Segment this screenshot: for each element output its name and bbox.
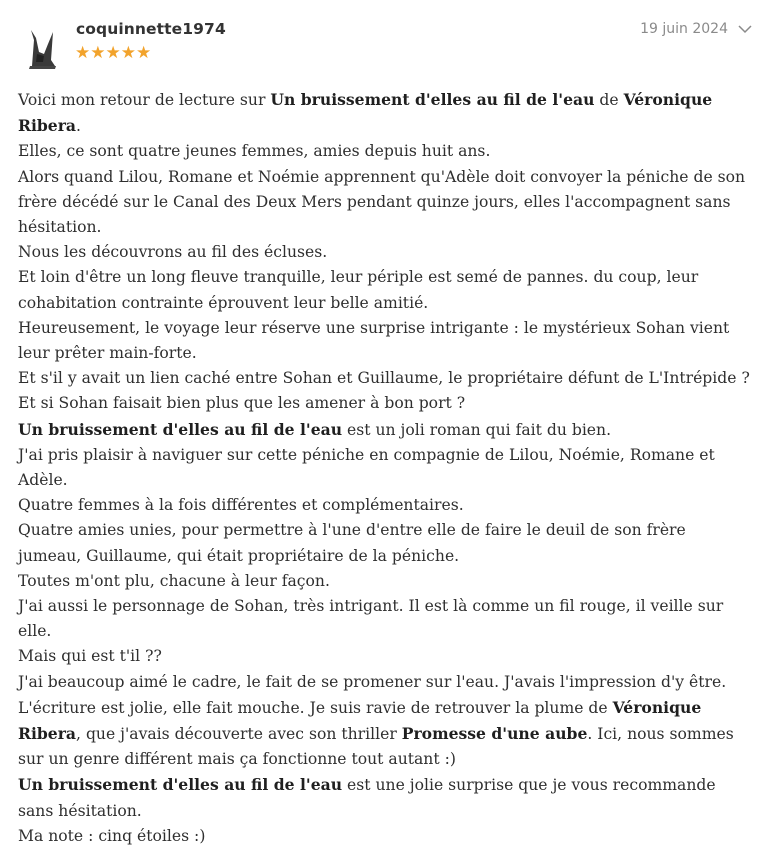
review-line: Mais qui est t'il ??: [18, 647, 162, 666]
review-date: 19 juin 2024: [640, 21, 728, 37]
review-line: Nous les découvrons au fil des écluses.: [18, 243, 328, 262]
book-title: Un bruissement d'elles au fil de l'eau: [18, 775, 343, 795]
book-title: Un bruissement d'elles au fil de l'eau: [270, 90, 595, 109]
author-name: Véronique Ribera: [18, 697, 702, 744]
username[interactable]: coquinnette1974: [76, 20, 226, 38]
book-title: Un bruissement d'elles au fil de l'eau: [18, 419, 343, 439]
review-line: Heureusement, le voyage leur réserve une surprise intrigante : le mystérieux Sohan vient leur prêter main-forte.: [18, 318, 730, 363]
review-line: Quatre amies unies, pour permettre à l'une d'entre elle de faire le deuil de son frère jumeau, Guillaume, qui était propriétaire de la péniche.: [18, 521, 686, 565]
rating-stars: ★★★★★: [75, 43, 152, 63]
review-line: Voici mon retour de lecture sur Un bruissement d'elles au fil de l'eau de Véronique Ribera.: [18, 90, 713, 136]
chevron-down-icon[interactable]: [738, 24, 752, 34]
review-line: Alors quand Lilou, Romane et Noémie apprennent qu'Adèle doit convoyer la péniche de son frère décédé sur le Canal des Deux Mers pendant quinze jours, elles l'accompagnent sans hésitation.: [18, 167, 746, 237]
author-name: Véronique Ribera: [18, 90, 713, 136]
review-line: Quatre femmes à la fois différentes et complémentaires.: [18, 496, 464, 515]
review-line: L'écriture est jolie, elle fait mouche. Je suis ravie de retrouver la plume de Véronique Ribera, que j'avais découverte avec son thriller Promesse d'une aube. Ici, nous sommes sur un genre différent mais ça fonctionne tout autant :): [18, 697, 734, 769]
book-title: Promesse d'une aube: [401, 724, 588, 744]
review-body: [18, 87, 753, 849]
review-line: Et si Sohan faisait bien plus que les amener à bon port ?: [18, 394, 466, 413]
review-line: J'ai pris plaisir à naviguer sur cette péniche en compagnie de Lilou, Noémie, Romane et Adèle.: [18, 445, 715, 490]
avatar[interactable]: [22, 26, 62, 70]
review-line: Et loin d'être un long fleuve tranquille, leur périple est semé de pannes. du coup, leur cohabitation contrainte éprouvent leur belle amitié.: [18, 268, 699, 312]
review-line: Un bruissement d'elles au fil de l'eau est une jolie surprise que je vous recommande sans hésitation.: [18, 775, 716, 820]
review-header: [0, 0, 768, 80]
review-line: J'ai aussi le personnage de Sohan, très intrigant. Il est là comme un fil rouge, il veille sur elle.: [18, 597, 724, 641]
review-line: J'ai beaucoup aimé le cadre, le fait de se promener sur l'eau. J'avais l'impression d'y être.: [18, 672, 727, 691]
review-line: Elles, ce sont quatre jeunes femmes, amies depuis huit ans.: [18, 142, 491, 161]
review-line: Un bruissement d'elles au fil de l'eau est un joli roman qui fait du bien.: [18, 419, 612, 439]
review-line: Et s'il y avait un lien caché entre Sohan et Guillaume, le propriétaire défunt de L'Intrépide ?: [18, 369, 750, 388]
review-line: Toutes m'ont plu, chacune à leur façon.: [18, 571, 330, 590]
review-line: Ma note : cinq étoiles :): [18, 826, 206, 845]
